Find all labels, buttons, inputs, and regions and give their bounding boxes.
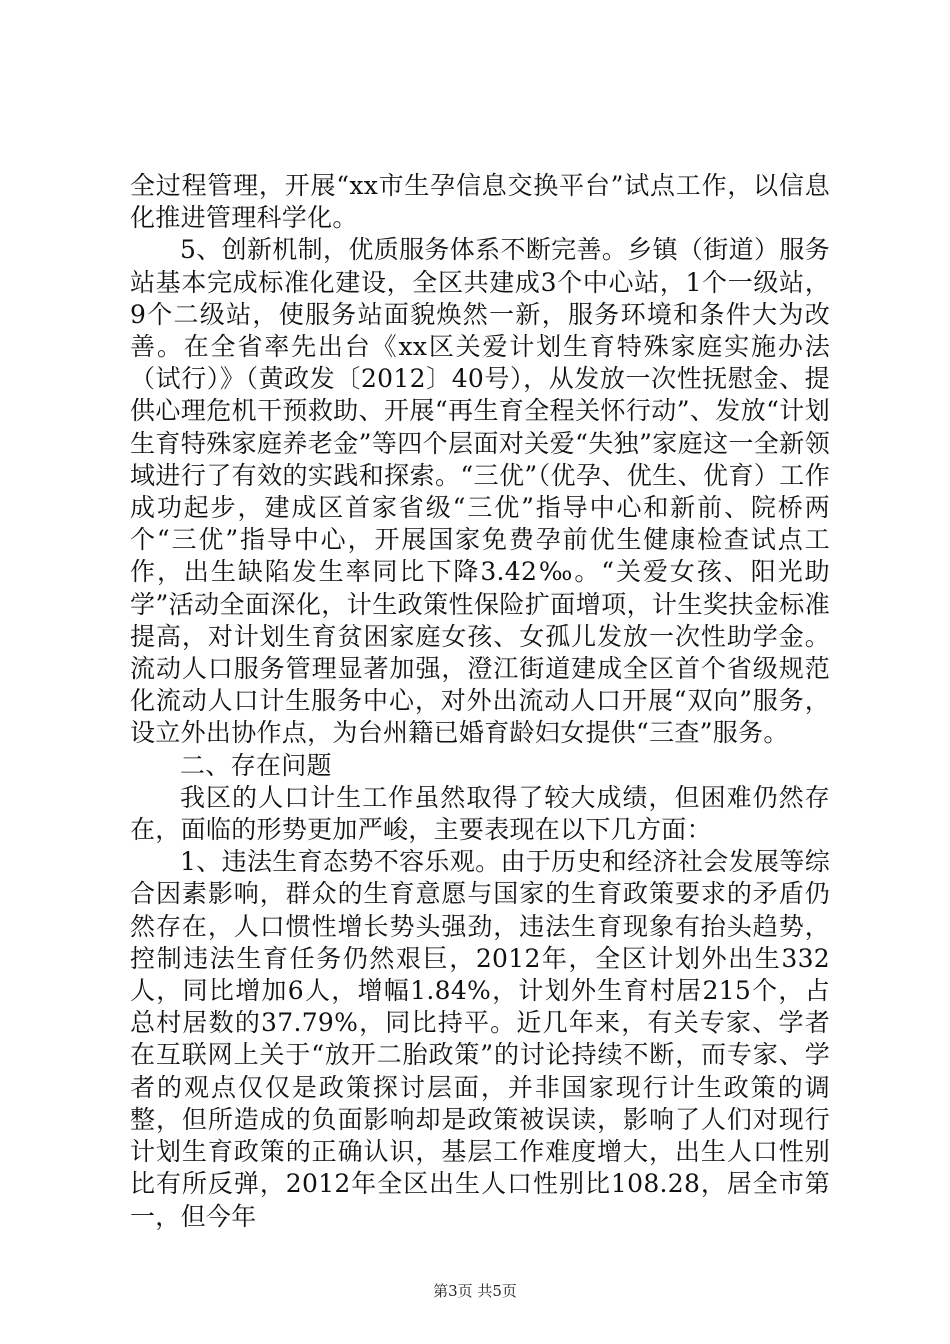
- paragraph-innovation-mechanism: 5、创新机制，优质服务体系不断完善。乡镇（街道）服务站基本完成标准化建设，全区共建成3个中心站，1个一级站，9个二级站，使服务站面貌焕然一新，服务环境和条件大为改善。在全省率先出台《xx区关爱计划生育特殊家庭实施办法（试行）》（黄政发〔2012〕40号），从发放一次性抚慰金、提供心理危机干预救助、开展“再生育全程关怀行动”、发放“计划生育特殊家庭养老金”等四个层面对关爱“失独”家庭这一全新领域进行了有效的实践和探索。“三优”（优孕、优生、优育）工作成功起步，建成区首家省级“三优”指导中心和新前、院桥两个“三优”指导中心，开展国家免费孕前优生健康检查试点工作，出生缺陷发生率同比下降3.42‰。“关爱女孩、阳光助学”活动全面深化，计生政策性保险扩面增项，计生奖扶金标准提高，对计划生育贫困家庭女孩、女孤儿发放一次性助学金。流动人口服务管理显著加强，澄江街道建成全区首个省级规范化流动人口计生服务中心，对外出流动人口开展“双向”服务，设立外出协作点，为台州籍已婚育龄妇女提供“三查”服务。: [130, 235, 830, 748]
- section-heading-problems: 二、存在问题: [180, 750, 332, 780]
- paragraph-continuation: 全过程管理，开展“xx市生孕信息交换平台”试点工作，以信息化推进管理科学化。: [130, 171, 830, 233]
- page-number-footer: 第3页 共5页: [433, 1282, 517, 1300]
- document-body: [130, 170, 830, 1233]
- paragraph-problems-intro: 我区的人口计生工作虽然取得了较大成绩，但困难仍然存在，面临的形势更加严峻，主要表现在以下几方面：: [130, 782, 830, 845]
- paragraph-illegal-births: 1、违法生育态势不容乐观。由于历史和经济社会发展等综合因素影响，群众的生育意愿与国家的生育政策要求的矛盾仍然存在，人口惯性增长势头强劲，违法生育现象有抬头趋势，控制违法生育任务仍然艰巨，2012年，全区计划外出生332人，同比增加6人，增幅1.84%，计划外生育村居215个，占总村居数的37.79%，同比持平。近几年来，有关专家、学者在互联网上关于“放开二胎政策”的讨论持续不断，而专家、学者的观点仅仅是政策探讨层面，并非国家现行计生政策的调整，但所造成的负面影响却是政策被误读，影响了人们对现行计划生育政策的正确认识，基层工作难度增大，出生人口性别比有所反弹，2012年全区出生人口性别比108.28，居全市第一，但今年: [130, 847, 830, 1231]
